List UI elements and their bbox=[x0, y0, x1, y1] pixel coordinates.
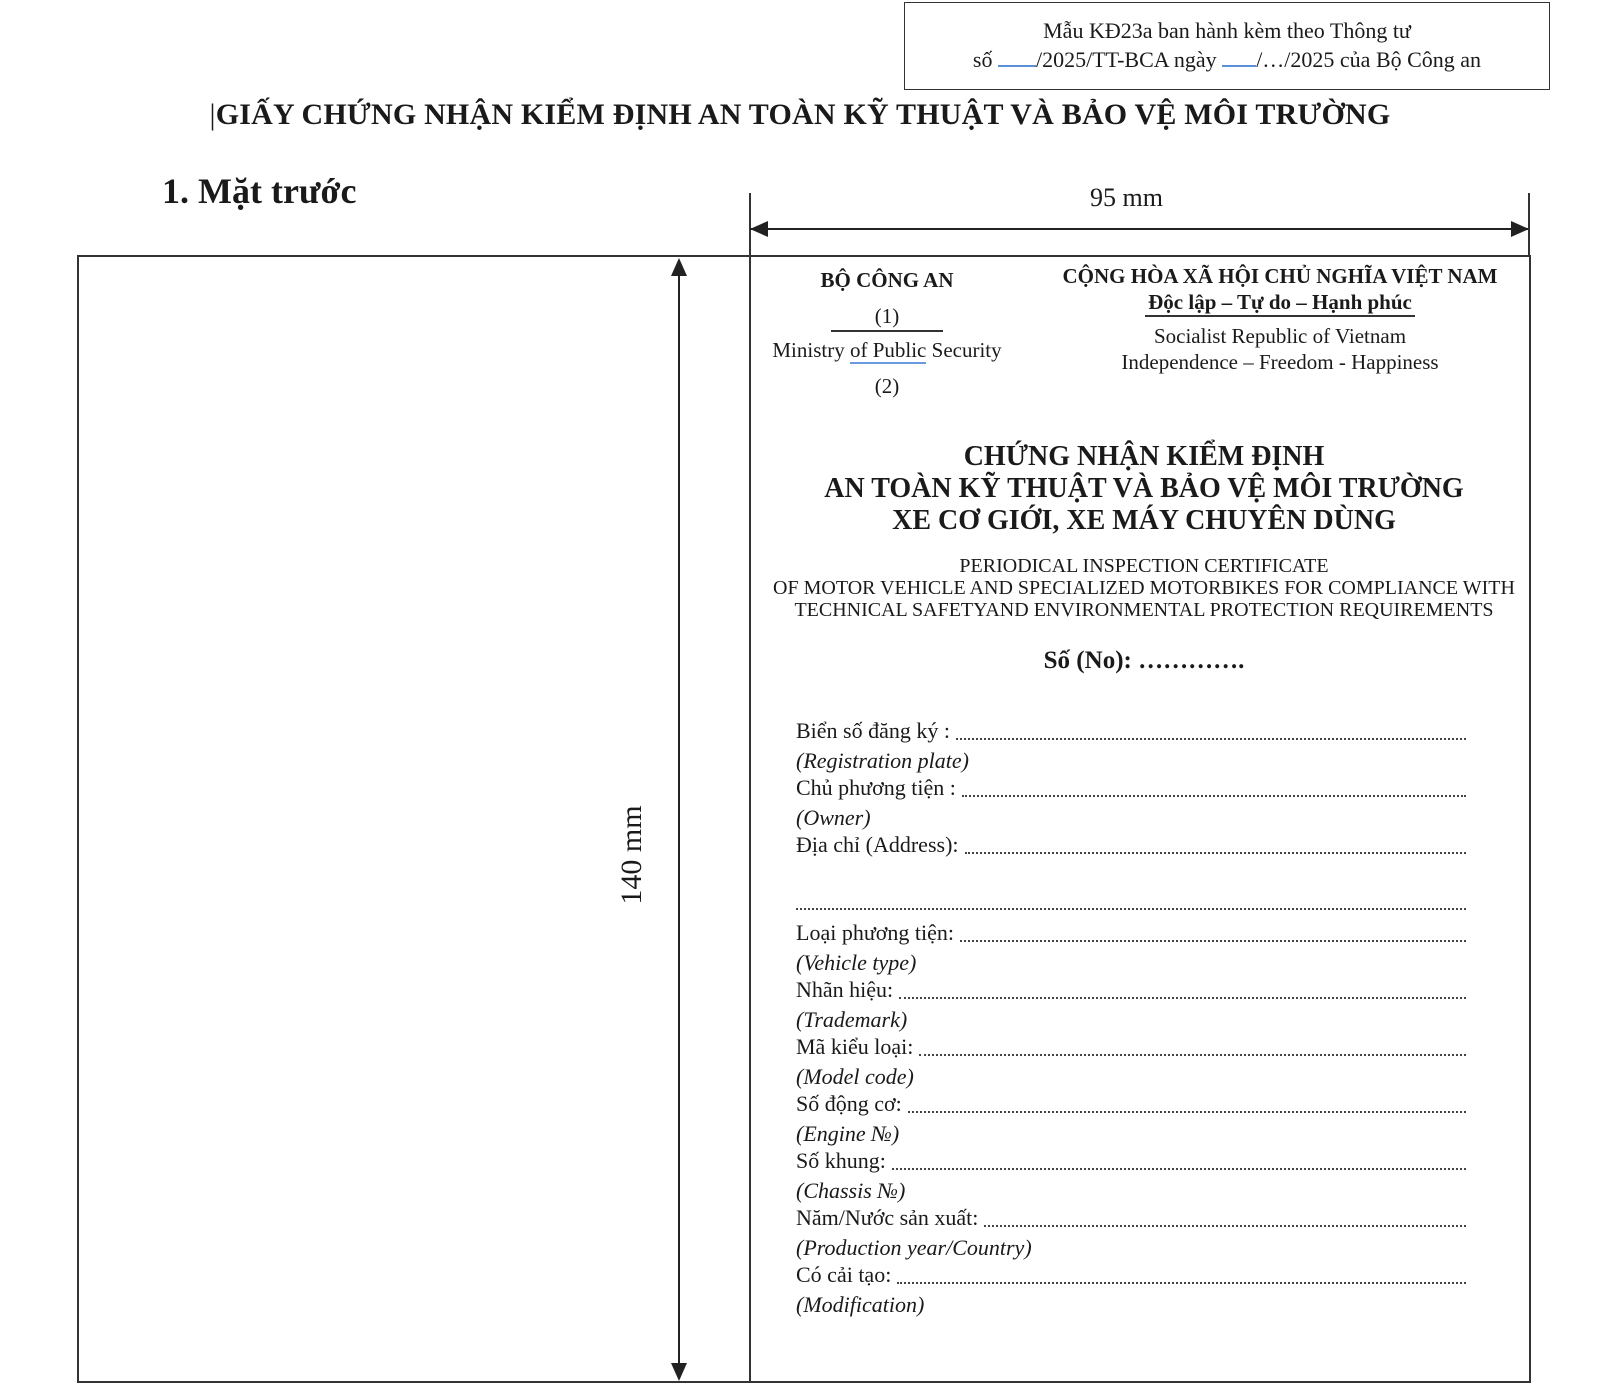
ministry-name: BỘ CÔNG AN bbox=[820, 268, 954, 292]
certificate-number: Số (No): …………. bbox=[1043, 647, 1245, 674]
national-motto: Độc lập – Tự do – Hạnh phúc bbox=[1148, 290, 1412, 314]
field-production-year-country: Năm/Nước sản xuất: bbox=[796, 1205, 1466, 1233]
field-registration-plate: Biển số đăng ký : bbox=[796, 718, 1466, 746]
field-modification-en: (Modification) bbox=[796, 1292, 925, 1317]
country-name-english: Socialist Republic of Vietnam bbox=[1153, 323, 1407, 348]
field-chassis-number-en: (Chassis №) bbox=[796, 1178, 906, 1203]
field-owner-en: (Owner) bbox=[796, 805, 871, 830]
fill-line bbox=[897, 1281, 1466, 1284]
width-dimension-label: 95 mm bbox=[1090, 183, 1163, 212]
field-vehicle-type: Loại phương tiện: bbox=[796, 920, 1466, 948]
certificate-title: CHỨNG NHẬN KIỂM ĐỊNH AN TOÀN KỸ THUẬT VÀ BẢO VỆ MÔI TRƯỜNG XE CƠ GIỚI, XE MÁY CHUYÊN DÙNG bbox=[824, 441, 1464, 536]
country-name: CỘNG HÒA XÃ HỘI CHỦ NGHĨA VIỆT NAM bbox=[1062, 264, 1498, 288]
motto-rule bbox=[1145, 315, 1415, 317]
fill-line bbox=[965, 851, 1466, 854]
fill-line bbox=[899, 996, 1466, 999]
field-vehicle-type-en: (Vehicle type) bbox=[796, 950, 917, 975]
width-dimension-line bbox=[750, 228, 1528, 230]
fill-line bbox=[984, 1224, 1466, 1227]
fill-line bbox=[962, 794, 1466, 797]
document-title: |GIẤY CHỨNG NHẬN KIỂM ĐỊNH AN TOÀN KỸ THUẬT VÀ BẢO VỆ MÔI TRƯỜNG bbox=[209, 98, 1391, 131]
width-arrow-left-icon bbox=[750, 221, 768, 237]
blank-number bbox=[998, 65, 1036, 67]
fill-line bbox=[956, 737, 1466, 740]
field-address-continuation bbox=[796, 860, 1466, 916]
card-divider bbox=[749, 255, 751, 1383]
field-registration-plate-en: (Registration plate) bbox=[796, 748, 969, 773]
form-reference-box bbox=[904, 2, 1550, 90]
ministry-header bbox=[760, 262, 1014, 404]
field-model-code: Mã kiểu loại: bbox=[796, 1034, 1466, 1062]
blank-day bbox=[1222, 65, 1256, 67]
field-engine-number-en: (Engine №) bbox=[796, 1121, 900, 1146]
fill-line bbox=[796, 908, 1466, 910]
field-trademark: Nhãn hiệu: bbox=[796, 977, 1466, 1005]
fill-line bbox=[919, 1053, 1466, 1056]
field-modification: Có cải tạo: bbox=[796, 1262, 1466, 1290]
form-reference-line1: Mẫu KĐ23a ban hành kèm theo Thông tư bbox=[1043, 18, 1411, 43]
field-chassis-number: Số khung: bbox=[796, 1148, 1466, 1176]
ministry-note-2: (2) bbox=[874, 373, 900, 398]
field-model-code-en: (Model code) bbox=[796, 1064, 914, 1089]
fill-line bbox=[960, 939, 1466, 942]
height-arrow-down-icon bbox=[671, 1363, 687, 1381]
field-address: Địa chỉ (Address): bbox=[796, 832, 1466, 860]
field-trademark-en: (Trademark) bbox=[796, 1007, 908, 1032]
section-title: 1. Mặt trước bbox=[162, 171, 357, 211]
height-dimension-label: 140 mm bbox=[615, 805, 648, 905]
height-arrow-up-icon bbox=[671, 258, 687, 276]
width-arrow-right-icon bbox=[1511, 221, 1529, 237]
ministry-english: Ministry of Public Security bbox=[772, 337, 1002, 362]
ministry-note-1: (1) bbox=[874, 304, 900, 328]
republic-header bbox=[1030, 262, 1530, 375]
vehicle-fields bbox=[796, 718, 1466, 1319]
fill-line bbox=[908, 1110, 1466, 1113]
national-motto-english: Independence – Freedom - Happiness bbox=[1121, 349, 1439, 374]
certificate-subtitle-english: PERIODICAL INSPECTION CERTIFICATE OF MOTOR VEHICLE AND SPECIALIZED MOTORBIKES FOR COMPLIANCE WITH TECHNICAL SAFETYAND ENVIRONMENTAL PROTECTION REQUIREMENTS bbox=[773, 555, 1515, 621]
field-engine-number: Số động cơ: bbox=[796, 1091, 1466, 1119]
fill-line bbox=[892, 1167, 1466, 1170]
height-dimension-line bbox=[678, 262, 680, 1374]
field-owner: Chủ phương tiện : bbox=[796, 775, 1466, 803]
field-production-year-country-en: (Production year/Country) bbox=[796, 1235, 1032, 1260]
form-reference-line2: số /2025/TT-BCA ngày /…/2025 của Bộ Công an bbox=[972, 47, 1482, 72]
